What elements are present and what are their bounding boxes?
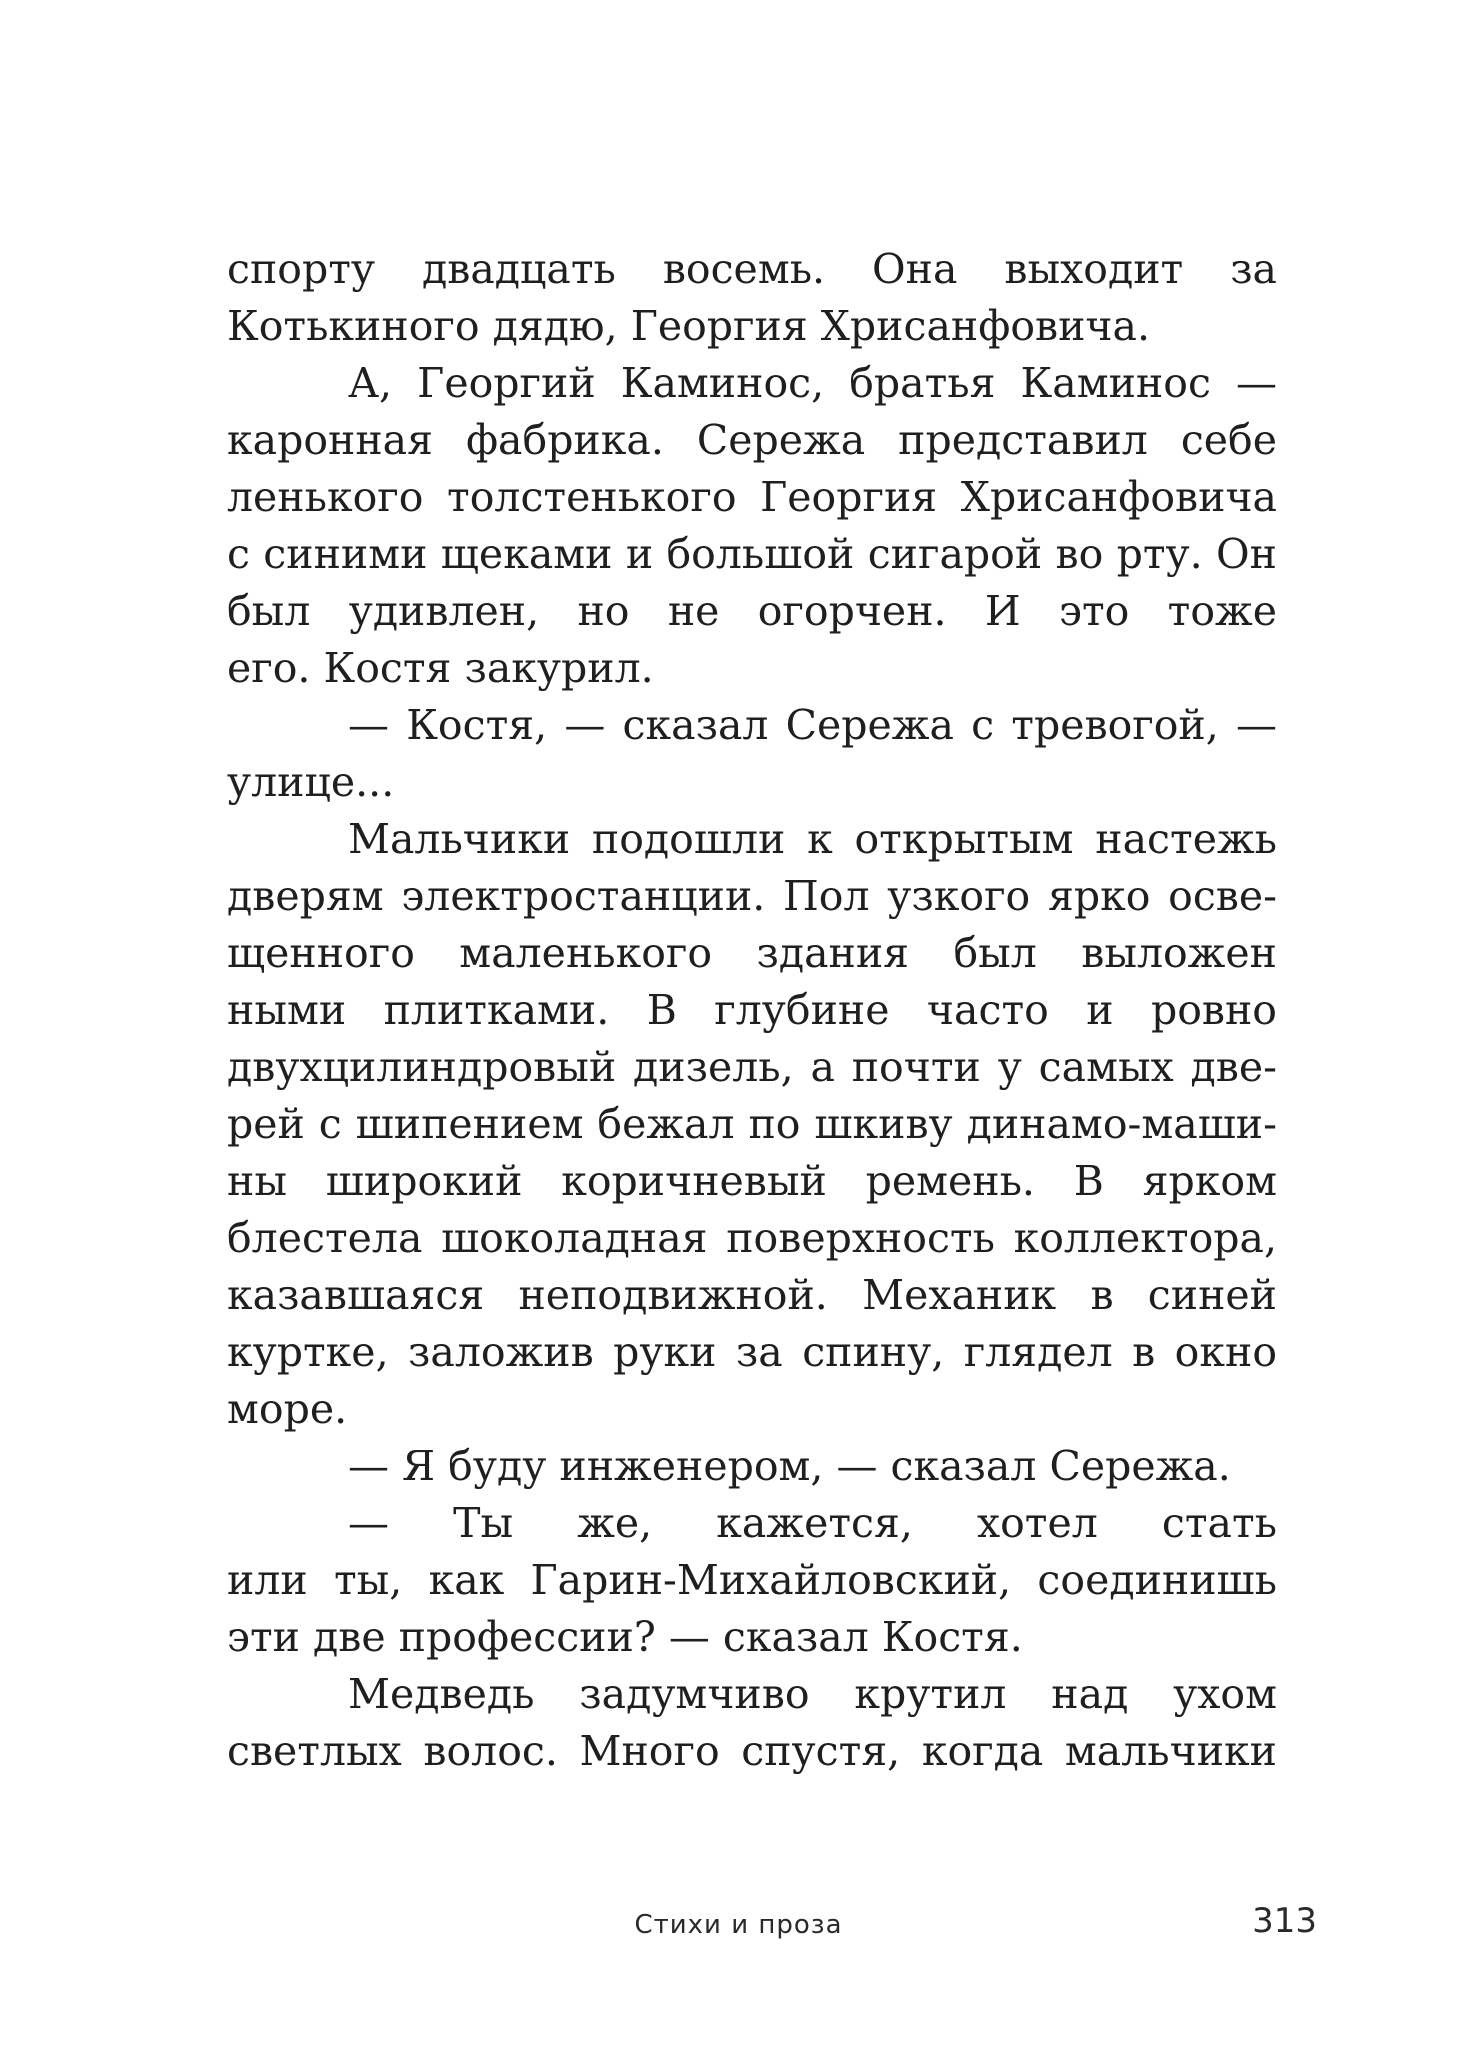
text-line: его. Костя закурил. — [227, 644, 654, 692]
text-line: море. — [227, 1385, 348, 1433]
text-line: ленького толстенького Георгия Хрисанфовича — [227, 473, 1277, 521]
text-line: дверям электростанции. Пол узкого ярко осве- — [227, 872, 1277, 920]
text-line: А, Георгий Каминос, братья Каминос — — [348, 359, 1277, 407]
text-line: эти две профессии? — сказал Костя. — [227, 1613, 1023, 1661]
text-line: куртке, заложив руки за спину, глядел в окно — [227, 1328, 1277, 1376]
text-line: щенного маленького здания был выложен — [227, 929, 1277, 977]
text-line: с синими щеками и большой сигарой во рту. Он — [227, 530, 1277, 578]
text-line: Мальчики подошли к открытым настежь — [348, 815, 1277, 863]
text-line: блестела шоколадная поверхность коллектора, — [227, 1214, 1277, 1262]
text-line: — Ты же, кажется, хотел стать — [348, 1499, 1277, 1547]
text-line: каронная фабрика. Сережа представил себе — [227, 416, 1277, 464]
running-footer-title: Стихи и проза — [634, 1910, 843, 1940]
text-line: или ты, как Гарин-Михайловский, соединишь — [227, 1556, 1277, 1604]
text-line: — Я буду инженером, — сказал Сережа. — [348, 1442, 1231, 1490]
text-line: был удивлен, но не огорчен. И это тоже — [227, 587, 1277, 635]
text-line: Медведь задумчиво крутил над ухом — [348, 1670, 1277, 1718]
text-line: ны широкий коричневый ремень. В ярком — [227, 1157, 1277, 1205]
text-line: казавшаяся неподвижной. Механик в синей — [227, 1271, 1277, 1319]
text-line: Котькиного дядю, Георгия Хрисанфовича. — [227, 302, 1151, 350]
text-line: ными плитками. В глубине часто и ровно — [227, 986, 1277, 1034]
text-line: двухцилиндровый дизель, а почти у самых две- — [227, 1043, 1277, 1091]
text-line: светлых волос. Много спустя, когда мальчики — [227, 1727, 1277, 1775]
text-line: спорту двадцать восемь. Она выходит за — [227, 245, 1277, 293]
text-line: рей с шипением бежал по шкиву динамо-маши- — [227, 1100, 1277, 1148]
body-text — [227, 241, 1277, 1780]
text-line: улице... — [227, 758, 395, 806]
page-number: 313 — [1252, 1901, 1317, 1941]
text-line: — Костя, — сказал Сережа с тревогой, — — [348, 701, 1277, 749]
